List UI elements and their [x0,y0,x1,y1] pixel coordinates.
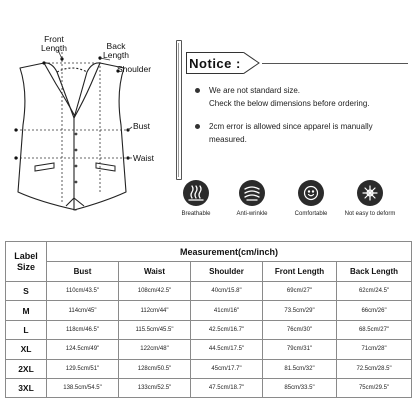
notice-text: Check the below dimensions before ordering. [209,99,370,108]
waist-label: Waist [133,153,154,163]
notice-sign [186,52,244,74]
label-size-header [6,242,47,282]
care-label: Anti-wrinkle [236,211,268,217]
care-item-breathable [166,180,226,224]
table-cell: 114cm/45" [47,301,119,320]
table-cell: 41cm/16" [191,301,263,320]
table-row [6,282,412,301]
table-cell: 128cm/50.5" [119,359,191,378]
back-length-label: Back Length [103,41,129,60]
table-cell: 76cm/30" [263,320,337,339]
size-cell: S [6,282,47,301]
notice-text: measured. [209,135,247,144]
table-cell: 62cm/24.5" [337,282,412,301]
table-cell: 138.5cm/54.5" [47,378,119,397]
table-cell: 129.5cm/51" [47,359,119,378]
notice-text: We are not standard size. [209,86,301,95]
table-cell: 68.5cm/27" [337,320,412,339]
table-cell: 79cm/31" [263,340,337,359]
column-header-shoulder: Shoulder [191,262,263,282]
table-cell: 118cm/46.5" [47,320,119,339]
care-item-comfortable [281,180,341,224]
notice-text: 2cm error is allowed since apparel is manually [209,122,373,131]
table-row [6,320,412,339]
table-cell: 42.5cm/16.7" [191,320,263,339]
table-cell: 72.5cm/28.5" [337,359,412,378]
label-size-header-line: Size [16,261,35,272]
breathable-icon [183,180,209,206]
measurement-header: Measurement(cm/inch) [47,242,412,262]
care-label: Not easy to deform [344,211,396,217]
table-cell: 115.5cm/45.5" [119,320,191,339]
table-cell: 73.5cm/29" [263,301,337,320]
notice-title: Notice : [189,55,241,71]
table-row [6,340,412,359]
column-header-waist: Waist [119,262,191,282]
care-item-anti-wrinkle [222,180,282,224]
care-label: Comfortable [294,211,328,217]
table-cell: 110cm/43.5" [47,282,119,301]
table-cell: 71cm/28" [337,340,412,359]
size-chart-table [5,241,412,398]
sign-arrow-tip [243,52,261,74]
size-cell: XL [6,340,47,359]
table-cell: 133cm/52.5" [119,378,191,397]
anti-wrinkle-icon [239,180,265,206]
table-row [6,301,412,320]
table-cell: 108cm/42.5" [119,282,191,301]
table-cell: 124.5cm/49" [47,340,119,359]
vest-measurement-diagram [0,0,170,235]
column-header-front-length: Front Length [263,262,337,282]
table-cell: 40cm/15.8" [191,282,263,301]
table-cell: 81.5cm/32" [263,359,337,378]
front-length-label: Front Length [41,34,67,53]
bullet-icon [195,124,200,129]
table-row [6,378,412,397]
size-cell: M [6,301,47,320]
table-cell: 122cm/48" [119,340,191,359]
bust-label: Bust [133,121,151,131]
table-row [6,359,412,378]
sign-post [176,40,182,180]
table-cell: 112cm/44" [119,301,191,320]
no-deform-icon [357,180,383,206]
care-item-no-deform [340,180,400,224]
table-cell: 85cm/33.5" [263,378,337,397]
notice-divider [262,63,408,64]
table-cell: 75cm/29.5" [337,378,412,397]
label-size-header-line: Label [14,250,38,261]
shoulder-label: Shoulder [117,64,152,74]
table-header-row [6,242,412,262]
table-cell: 45cm/17.7" [191,359,263,378]
bullet-icon [195,88,200,93]
size-cell: 3XL [6,378,47,397]
comfortable-icon [298,180,324,206]
size-cell: 2XL [6,359,47,378]
table-cell: 69cm/27" [263,282,337,301]
column-header-bust: Bust [47,262,119,282]
care-label: Breathable [181,211,211,217]
table-column-row [6,262,412,282]
table-cell: 47.5cm/18.7" [191,378,263,397]
column-header-back-length: Back Length [337,262,412,282]
vest-outline [18,63,126,210]
size-cell: L [6,320,47,339]
table-cell: 44.5cm/17.5" [191,340,263,359]
table-cell: 66cm/26" [337,301,412,320]
